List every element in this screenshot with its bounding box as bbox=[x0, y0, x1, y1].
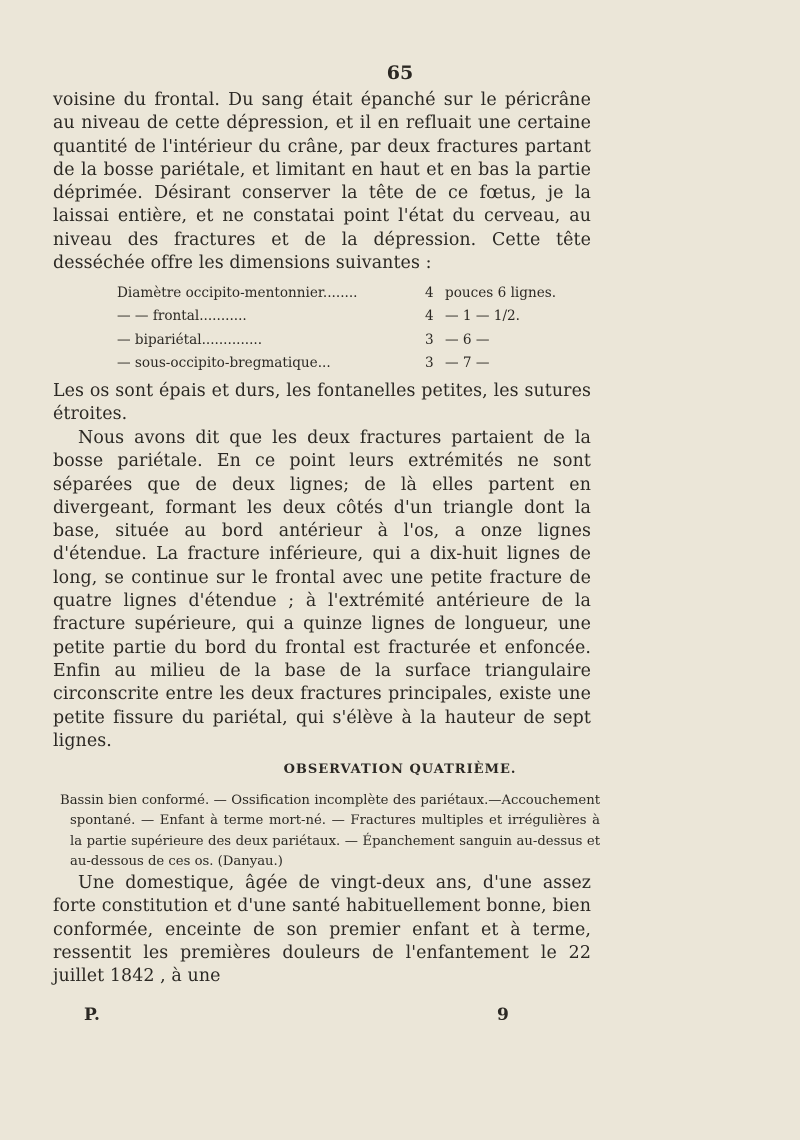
dimension-row bbox=[117, 352, 597, 375]
observation-title: OBSERVATION QUATRIÈME. bbox=[283, 762, 517, 777]
dimension-row bbox=[117, 329, 597, 352]
dimensions-table bbox=[117, 282, 597, 376]
dimension-unit: — 1 — 1/2. bbox=[445, 308, 520, 325]
dimension-value: 3 bbox=[425, 355, 434, 372]
page-number: 65 bbox=[386, 62, 414, 84]
paragraph-2: Les os sont épais et durs, les fontanelles petites, les sutures étroites. bbox=[53, 381, 591, 425]
sheet-number: 9 bbox=[497, 1005, 509, 1025]
dimension-unit: pouces 6 lignes. bbox=[445, 285, 557, 301]
dimension-unit: — 7 — bbox=[445, 355, 490, 372]
paragraph-1: voisine du frontal. Du sang était épanché sur le péricrâne au niveau de cette dépression, et il en refluait une certaine quantité de l'intérieur du crâne, par deux fractures partant de la bosse pariétale, et limitant en haut et en bas la partie déprimée. Désirant conserver la tête de ce fœtus, je la laissai entière, et ne constatai point l'état du cerveau, au niveau des fractures et de la dépression. Cette tête desséchée offre les dimensions suivantes : bbox=[53, 90, 591, 274]
dimension-label: — bipariétal.............. bbox=[117, 331, 263, 348]
dimension-label: — — frontal........... bbox=[117, 308, 247, 325]
dimension-value: 4 bbox=[425, 308, 434, 325]
signature-mark: P. bbox=[84, 1005, 100, 1025]
dimension-row bbox=[117, 282, 597, 305]
dimension-label: — sous-occipito-bregmatique... bbox=[117, 355, 331, 372]
dimension-value: 4 bbox=[425, 285, 434, 301]
dimension-unit: — 6 — bbox=[445, 331, 490, 348]
dimension-label: Diamètre occipito-mentonnier........ bbox=[117, 285, 358, 301]
dimension-value: 3 bbox=[425, 331, 434, 348]
paragraph-4: Une domestique, âgée de vingt-deux ans, d'une assez forte constitution et d'une santé habituellement bonne, bien conformée, enceinte de son premier enfant et à terme, ressentit les premières douleurs de l'enfantement le 22 juillet 1842 , à une bbox=[53, 873, 591, 987]
observation-summary: Bassin bien conformé. — Ossification incomplète des pariétaux.—Accouchement spontané. — Enfant à terme mort-né. — Fractures multiples et irrégulières à la partie supérieure des deux pariétaux. — Épanchement sanguin au-dessus et au-dessous de ces os. (Danyau.) bbox=[60, 793, 600, 870]
dimension-row bbox=[117, 305, 597, 328]
paragraph-3: Nous avons dit que les deux fractures partaient de la bosse pariétale. En ce point leurs extrémités ne sont séparées que de deux lignes; de là elles partent en divergeant, formant les deux côtés d'un triangle dont la base, située au bord antérieur à l'os, a onze lignes d'étendue. La fracture inférieure, qui a dix-huit lignes de long, se continue sur le frontal avec une petite fracture de quatre lignes d'étendue ; à l'extrémité antérieure de la fracture supérieure, qui a quinze lignes de longueur, une petite partie du bord du frontal est fracturée et enfoncée. Enfin au milieu de la base de la surface triangulaire circonscrite entre les deux fractures principales, existe une petite fissure du pariétal, qui s'élève à la hauteur de sept lignes. bbox=[53, 428, 591, 751]
